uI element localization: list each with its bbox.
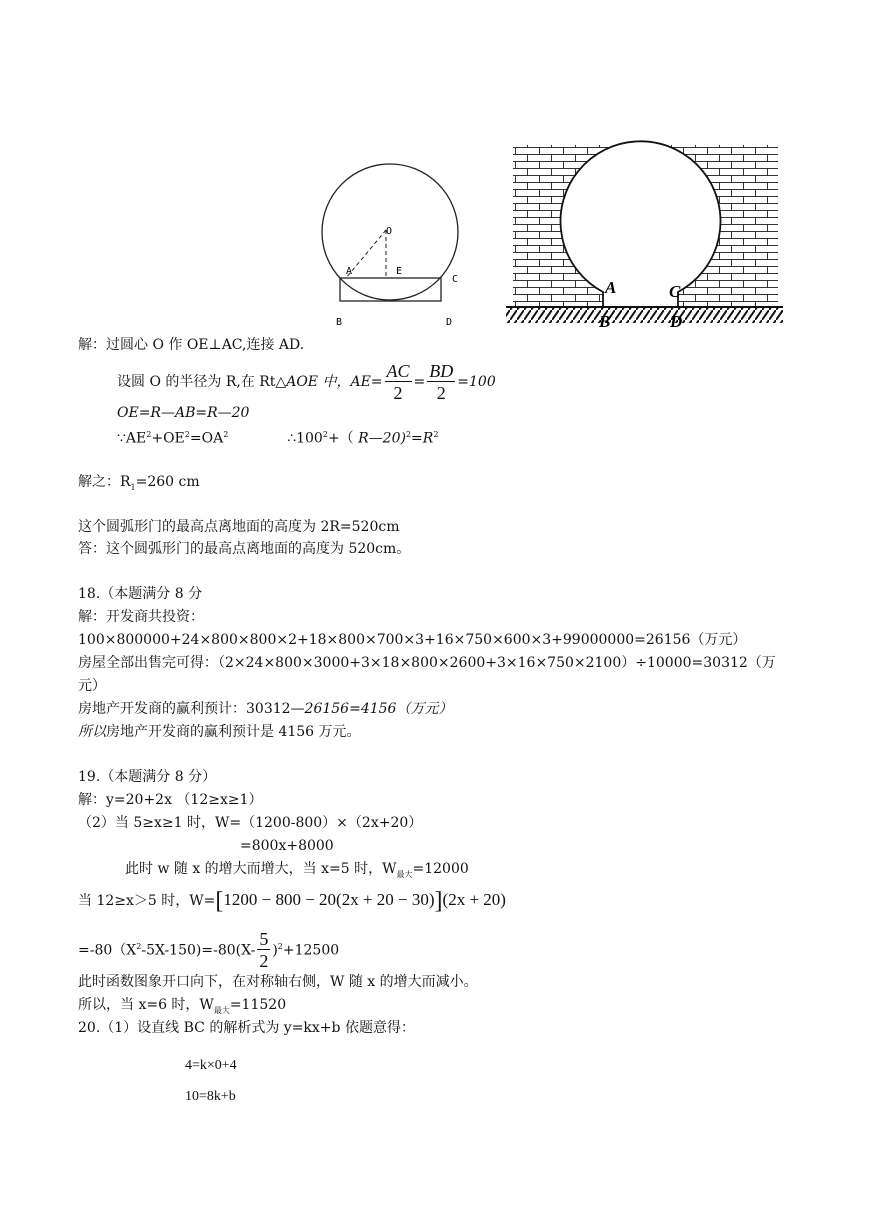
q20-equation-2: 10=8k+b [185,1089,236,1104]
q19-case2-max: 所以，当 x=6 时，$W_{最大}=11520$ [78,997,287,1015]
q20-equation-1: 4=k×0+4 [185,1058,237,1073]
q19-case1-max: 此时 w 随 x 的增大而增大，当 x=5 时，$W_{最大}=12000$ [125,861,469,879]
solution-step-1: 解：过圆心 O 作 OE⊥AC,连接 AD. [78,337,305,353]
label-b: B [336,317,343,328]
fraction-5-2: $\frac{5}{2}$ [259,929,269,972]
ground [506,307,783,323]
label-o: O [386,226,393,237]
q18-heading: 18.（本题满分 8 分 [78,586,203,602]
arch-label-a: A [605,278,617,297]
q18-revenue-calc: 房屋全部出售完可得：（2×24×800×3000+3×18×800×2600+3×16×750×2100）÷10000=30312（万 [78,655,776,671]
q20-intro: 20.（1）设直线 BC 的解析式为 y=kx+b 依题意得： [78,1020,415,1036]
radius-result: 解之：$R_1=260$ cm [78,474,200,492]
q19-case2-trend: 此时函数图象开口向下，在对称轴右侧，W 随 x 的增大而减小。 [78,974,478,990]
q18-revenue-unit: 元） [78,678,106,694]
arch-label-c: C [669,282,681,301]
q19-case2-vertex-form: $=-80(X^2-5X-150)=-80(X-$ $\frac{5}{2}$ )$^2$+12500 [78,929,340,972]
fraction-bd-2: $\frac{BD}{2}$ [429,360,454,403]
q19-heading: 19.（本题满分 8 分） [78,769,217,785]
q18-investment-label: 解：开发商共投资： [78,609,204,625]
radius-setup: 设圆 O 的半径为 R,在 Rt△AOE 中，AE= $\frac{AC}{2}$ = $\frac{BD}{2}$ =100 [117,360,496,403]
arch-door-figure [503,140,788,332]
label-a: A [346,266,353,277]
q18-profit-calc: 房地产开发商的赢利预计：30312—26156=4156（万元） [78,701,453,717]
pythagoras-line: $\because AE^2+OE^2=OA^2$ $\therefore 100^2+$（ $R—20)^2=R^2$ [117,430,439,447]
arch-label-b: B [599,312,611,331]
q18-investment-calc: 100×800000+24×800×800×2+18×800×700×3+16×750×600×3+99000000=26156（万元） [78,632,747,648]
circle-geometry-figure [318,150,468,335]
height-statement: 这个圆弧形门的最高点离地面的高度为 2R=520cm [78,519,400,535]
label-c: C [452,274,459,285]
arch-label-d: D [670,312,683,331]
q19-part2-case1: （2）当 5≥x≥1 时，W=（1200-800）×（2x+20） [78,815,423,831]
q19-case2: 当 12≥x＞5 时，W=[1200 − 800 − 20(2x + 20 − 30)](2x + 20) [78,888,506,914]
q19-case1-simplified: =800x+8000 [240,838,334,854]
q19-part1: 解：y=20+2x （12≥x≥1） [78,792,263,808]
label-e: E [396,266,403,277]
oe-equation: OE=R—AB=R—20 [117,405,250,421]
answer-17: 答：这个圆弧形门的最高点离地面的高度为 520cm。 [78,541,411,557]
label-d: D [446,317,453,328]
fraction-ac-2: $\frac{AC}{2}$ [386,360,410,403]
q18-conclusion: 所以房地产开发商的赢利预计是 4156 万元。 [78,724,361,740]
